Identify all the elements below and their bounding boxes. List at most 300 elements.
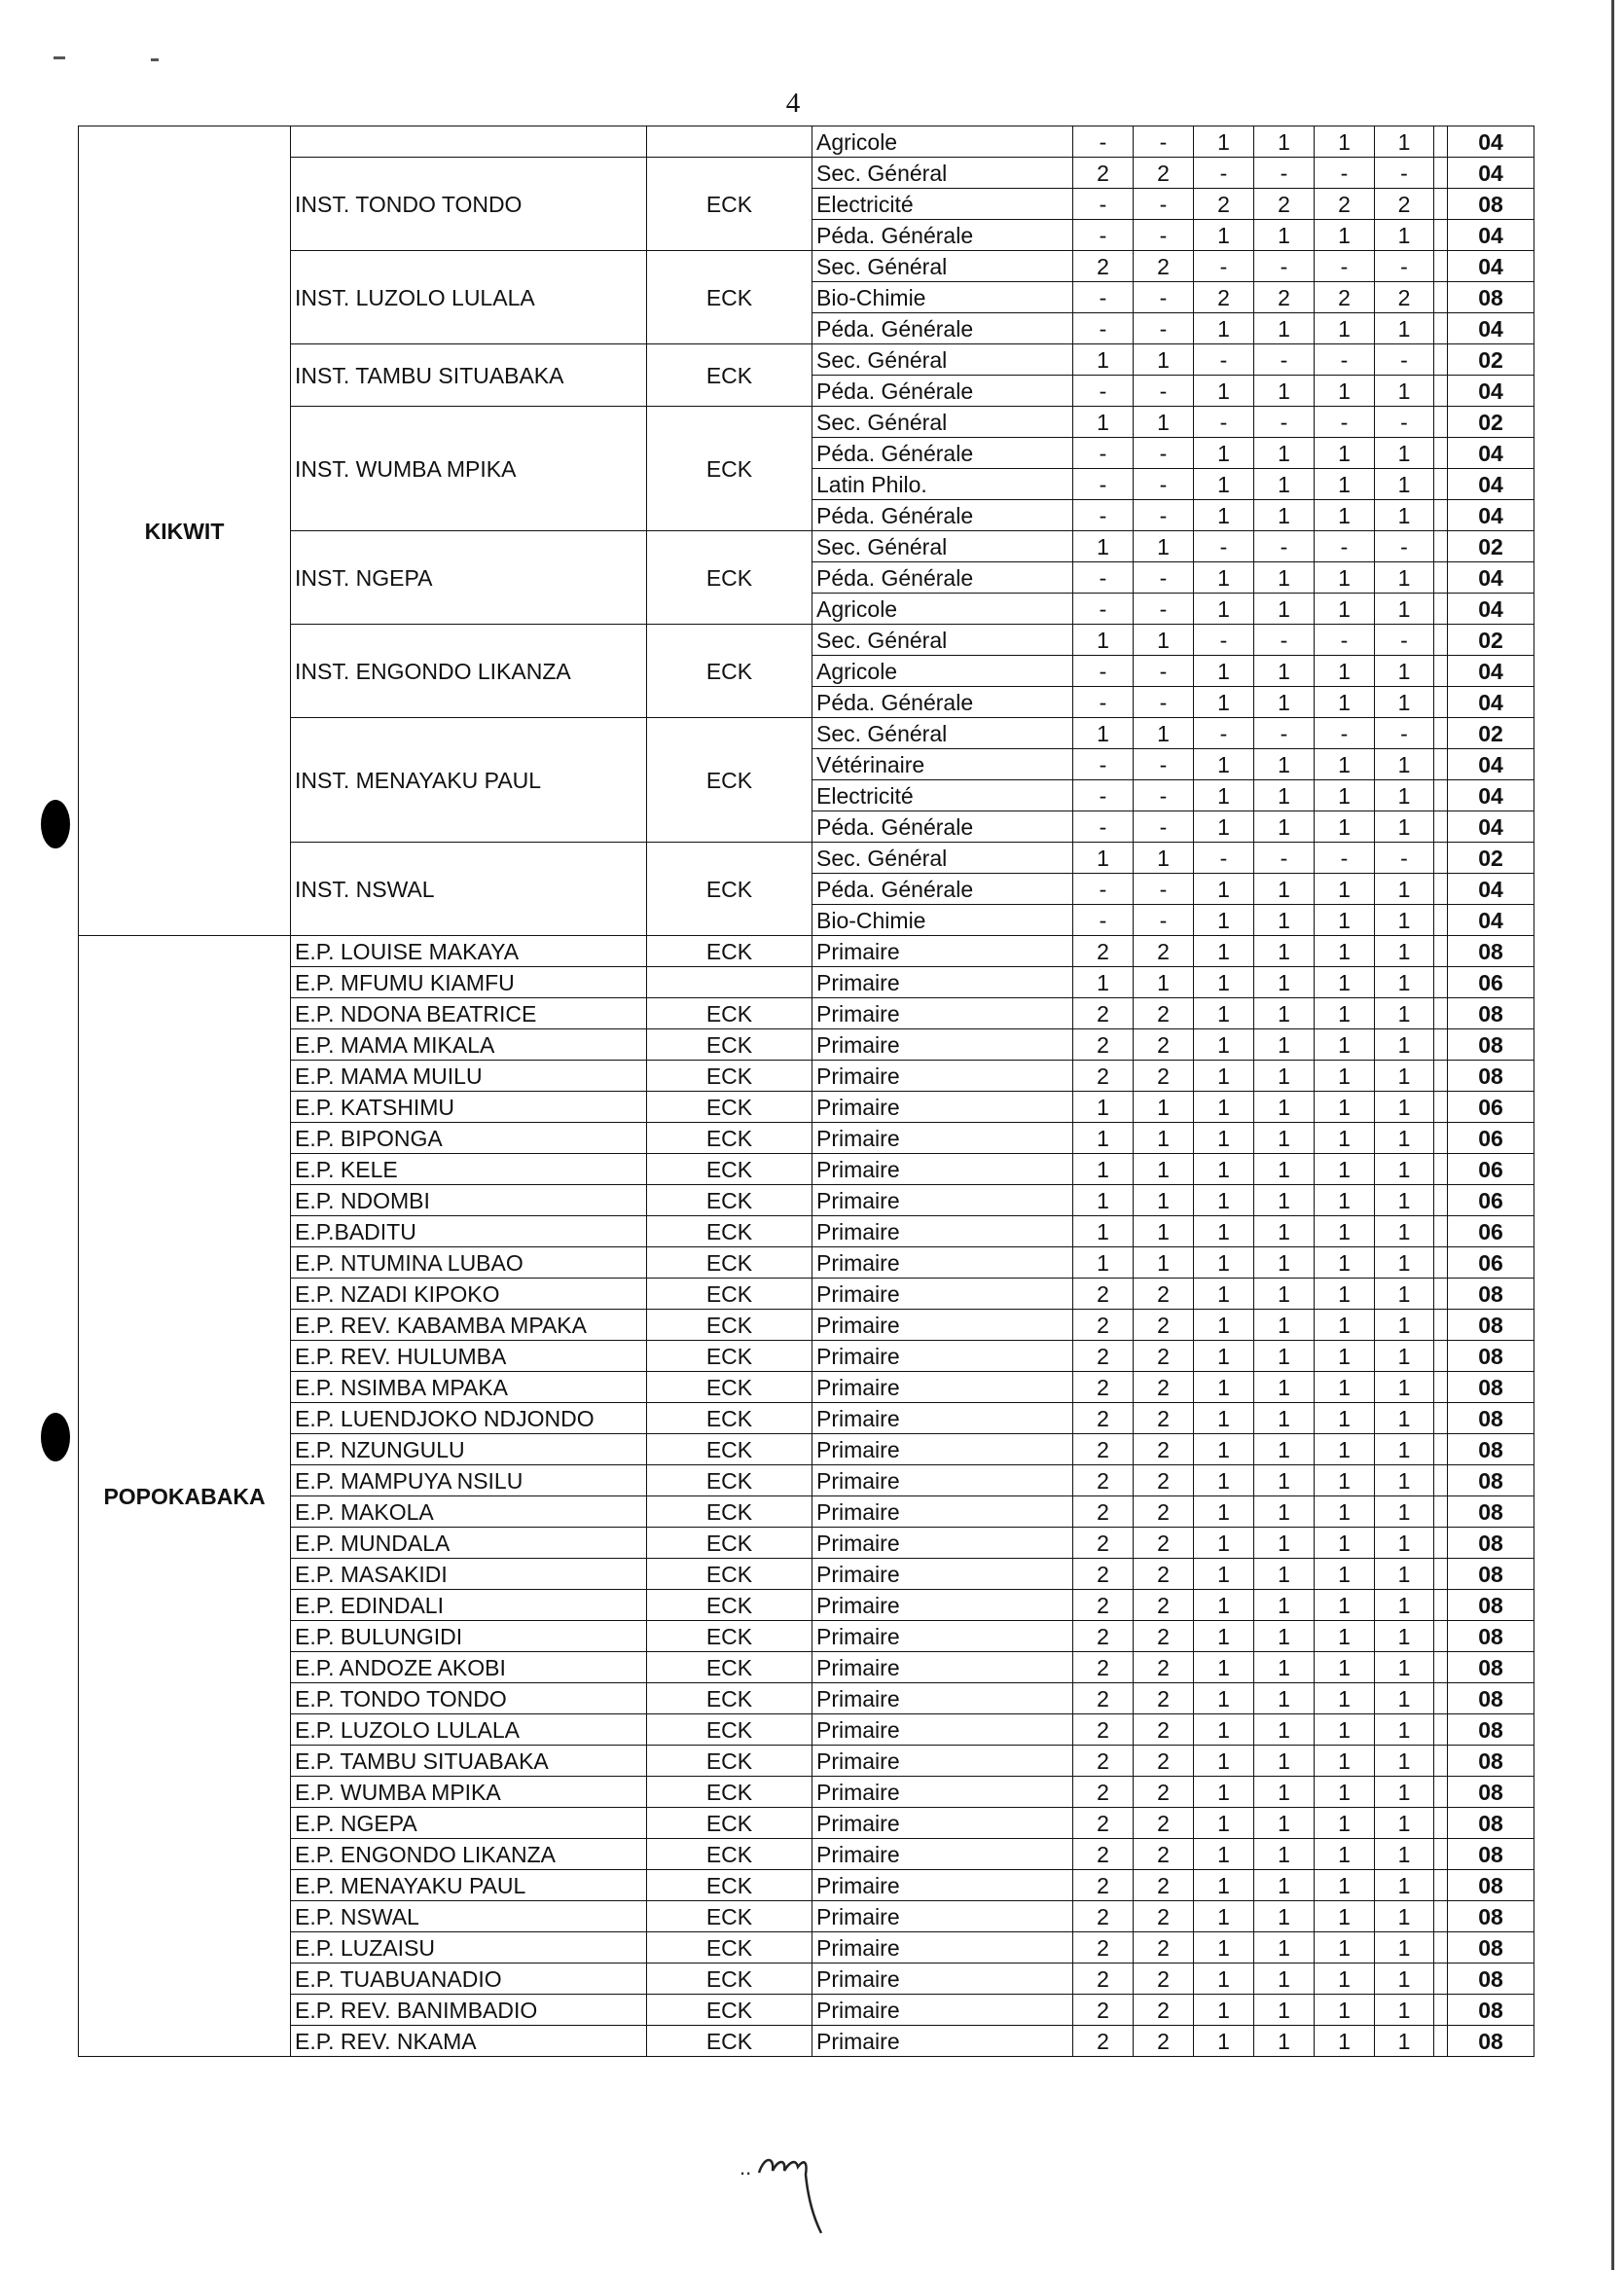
spacer-cell xyxy=(1434,1496,1448,1528)
count-cell-col4: 1 xyxy=(1254,469,1315,500)
count-cell-col5: 1 xyxy=(1315,1559,1375,1590)
count-cell-col4: 1 xyxy=(1254,1652,1315,1683)
total-cell: 08 xyxy=(1448,1403,1534,1434)
spacer-cell xyxy=(1434,376,1448,407)
count-cell-col3: 1 xyxy=(1194,905,1254,936)
regime-cell: ECK xyxy=(647,1683,812,1714)
count-cell-col5: 1 xyxy=(1315,1154,1375,1185)
count-cell-col1: 2 xyxy=(1073,1964,1134,1995)
table-row xyxy=(79,407,1534,438)
count-cell-col6: 1 xyxy=(1375,1621,1434,1652)
spacer-cell xyxy=(1434,1061,1448,1092)
count-cell-col6: 1 xyxy=(1375,1403,1434,1434)
count-cell-col2: 1 xyxy=(1134,1185,1194,1216)
count-cell-col3: 1 xyxy=(1194,220,1254,251)
table-row xyxy=(79,158,1534,189)
spacer-cell xyxy=(1434,1403,1448,1434)
table-row xyxy=(79,1559,1534,1590)
total-cell: 04 xyxy=(1448,126,1534,158)
count-cell-col2: 2 xyxy=(1134,1652,1194,1683)
count-cell-col4: 1 xyxy=(1254,1465,1315,1496)
count-cell-col1: - xyxy=(1073,874,1134,905)
table-row xyxy=(79,936,1534,967)
section-cell: Agricole xyxy=(812,656,1073,687)
count-cell-col1: - xyxy=(1073,189,1134,220)
section-cell: Primaire xyxy=(812,1777,1073,1808)
count-cell-col1: 2 xyxy=(1073,1901,1134,1932)
count-cell-col2: - xyxy=(1134,874,1194,905)
count-cell-col3: 1 xyxy=(1194,656,1254,687)
spacer-cell xyxy=(1434,1092,1448,1123)
school-name-cell: E.P. TONDO TONDO xyxy=(291,1683,647,1714)
count-cell-col6: 1 xyxy=(1375,1964,1434,1995)
count-cell-col6: 1 xyxy=(1375,1590,1434,1621)
count-cell-col3: 1 xyxy=(1194,967,1254,998)
count-cell-col6: 1 xyxy=(1375,1528,1434,1559)
count-cell-col2: 1 xyxy=(1134,625,1194,656)
count-cell-col4: 1 xyxy=(1254,1061,1315,1092)
count-cell-col4: 1 xyxy=(1254,1434,1315,1465)
count-cell-col4: 1 xyxy=(1254,1247,1315,1279)
scan-mark xyxy=(54,56,65,59)
section-cell: Primaire xyxy=(812,1403,1073,1434)
count-cell-col3: 1 xyxy=(1194,1528,1254,1559)
count-cell-col6: 1 xyxy=(1375,376,1434,407)
count-cell-col4: 1 xyxy=(1254,905,1315,936)
count-cell-col6: 1 xyxy=(1375,1185,1434,1216)
count-cell-col1: 2 xyxy=(1073,998,1134,1029)
count-cell-col5: 1 xyxy=(1315,1683,1375,1714)
spacer-cell xyxy=(1434,1964,1448,1995)
count-cell-col2: 1 xyxy=(1134,1216,1194,1247)
count-cell-col6: 1 xyxy=(1375,1247,1434,1279)
count-cell-col4: 1 xyxy=(1254,1154,1315,1185)
count-cell-col2: - xyxy=(1134,189,1194,220)
section-cell: Primaire xyxy=(812,1061,1073,1092)
total-cell: 08 xyxy=(1448,1434,1534,1465)
count-cell-col1: 2 xyxy=(1073,1403,1134,1434)
count-cell-col2: 2 xyxy=(1134,158,1194,189)
regime-cell: ECK xyxy=(647,1403,812,1434)
count-cell-col1: 2 xyxy=(1073,2026,1134,2057)
section-cell: Sec. Général xyxy=(812,344,1073,376)
count-cell-col4: 1 xyxy=(1254,2026,1315,2057)
location-cell: POPOKABAKA xyxy=(79,936,291,2057)
count-cell-col2: 1 xyxy=(1134,1092,1194,1123)
count-cell-col2: 2 xyxy=(1134,998,1194,1029)
count-cell-col6: 1 xyxy=(1375,562,1434,594)
spacer-cell xyxy=(1434,1216,1448,1247)
count-cell-col3: 1 xyxy=(1194,1496,1254,1528)
count-cell-col1: - xyxy=(1073,376,1134,407)
regime-cell: ECK xyxy=(647,1029,812,1061)
count-cell-col3: 1 xyxy=(1194,313,1254,344)
table-row xyxy=(79,1621,1534,1652)
count-cell-col6: - xyxy=(1375,718,1434,749)
school-name-cell: E.P. REV. HULUMBA xyxy=(291,1341,647,1372)
spacer-cell xyxy=(1434,1621,1448,1652)
count-cell-col6: 1 xyxy=(1375,500,1434,531)
count-cell-col3: 1 xyxy=(1194,1995,1254,2026)
count-cell-col2: 2 xyxy=(1134,1029,1194,1061)
table-row xyxy=(79,1652,1534,1683)
count-cell-col3: 1 xyxy=(1194,1029,1254,1061)
count-cell-col6: 2 xyxy=(1375,189,1434,220)
count-cell-col6: 1 xyxy=(1375,1995,1434,2026)
right-border-line xyxy=(1611,0,1614,2270)
count-cell-col4: 1 xyxy=(1254,500,1315,531)
school-name-cell: INST. NGEPA xyxy=(291,531,647,625)
spacer-cell xyxy=(1434,1839,1448,1870)
count-cell-col3: 1 xyxy=(1194,1061,1254,1092)
school-name-cell: E.P. NTUMINA LUBAO xyxy=(291,1247,647,1279)
count-cell-col2: 2 xyxy=(1134,1901,1194,1932)
total-cell: 04 xyxy=(1448,438,1534,469)
table-row xyxy=(79,1465,1534,1496)
spacer-cell xyxy=(1434,1808,1448,1839)
svg-text:..: .. xyxy=(740,2155,752,2180)
count-cell-col3: 1 xyxy=(1194,1683,1254,1714)
regime-cell: ECK xyxy=(647,1185,812,1216)
regime-cell: ECK xyxy=(647,1528,812,1559)
regime-cell: ECK xyxy=(647,1372,812,1403)
section-cell: Primaire xyxy=(812,1279,1073,1310)
total-cell: 06 xyxy=(1448,1123,1534,1154)
count-cell-col3: 1 xyxy=(1194,1808,1254,1839)
count-cell-col4: 1 xyxy=(1254,1029,1315,1061)
spacer-cell xyxy=(1434,1932,1448,1964)
count-cell-col4: 1 xyxy=(1254,1683,1315,1714)
count-cell-col5: 1 xyxy=(1315,1528,1375,1559)
total-cell: 08 xyxy=(1448,1621,1534,1652)
count-cell-col1: 2 xyxy=(1073,1995,1134,2026)
table-row xyxy=(79,1683,1534,1714)
spacer-cell xyxy=(1434,1310,1448,1341)
school-name-cell: E.P. EDINDALI xyxy=(291,1590,647,1621)
regime-cell xyxy=(647,126,812,158)
spacer-cell xyxy=(1434,2026,1448,2057)
count-cell-col5: 1 xyxy=(1315,500,1375,531)
count-cell-col5: 1 xyxy=(1315,967,1375,998)
section-cell: Sec. Général xyxy=(812,718,1073,749)
total-cell: 08 xyxy=(1448,1746,1534,1777)
school-name-cell: E.P. LUENDJOKO NDJONDO xyxy=(291,1403,647,1434)
total-cell: 08 xyxy=(1448,1964,1534,1995)
count-cell-col3: - xyxy=(1194,407,1254,438)
total-cell: 08 xyxy=(1448,1714,1534,1746)
count-cell-col6: 1 xyxy=(1375,1279,1434,1310)
regime-cell: ECK xyxy=(647,1964,812,1995)
count-cell-col2: 1 xyxy=(1134,1154,1194,1185)
count-cell-col1: 2 xyxy=(1073,1652,1134,1683)
count-cell-col3: 1 xyxy=(1194,1310,1254,1341)
count-cell-col1: 2 xyxy=(1073,1714,1134,1746)
count-cell-col6: - xyxy=(1375,344,1434,376)
count-cell-col2: 2 xyxy=(1134,1279,1194,1310)
spacer-cell xyxy=(1434,749,1448,780)
count-cell-col2: 2 xyxy=(1134,1528,1194,1559)
section-cell: Primaire xyxy=(812,1465,1073,1496)
count-cell-col1: - xyxy=(1073,126,1134,158)
spacer-cell xyxy=(1434,967,1448,998)
count-cell-col2: 2 xyxy=(1134,1714,1194,1746)
count-cell-col1: - xyxy=(1073,313,1134,344)
section-cell: Primaire xyxy=(812,936,1073,967)
scan-mark xyxy=(151,58,159,61)
total-cell: 08 xyxy=(1448,282,1534,313)
regime-cell: ECK xyxy=(647,1247,812,1279)
spacer-cell xyxy=(1434,562,1448,594)
spacer-cell xyxy=(1434,1247,1448,1279)
count-cell-col6: 1 xyxy=(1375,1154,1434,1185)
count-cell-col6: 1 xyxy=(1375,1808,1434,1839)
table-row xyxy=(79,344,1534,376)
count-cell-col6: 2 xyxy=(1375,282,1434,313)
count-cell-col2: 1 xyxy=(1134,1123,1194,1154)
total-cell: 04 xyxy=(1448,376,1534,407)
total-cell: 08 xyxy=(1448,1683,1534,1714)
total-cell: 08 xyxy=(1448,1808,1534,1839)
count-cell-col3: 1 xyxy=(1194,1465,1254,1496)
count-cell-col6: 1 xyxy=(1375,1465,1434,1496)
count-cell-col3: 1 xyxy=(1194,1434,1254,1465)
spacer-cell xyxy=(1434,158,1448,189)
count-cell-col3: 1 xyxy=(1194,438,1254,469)
count-cell-col4: - xyxy=(1254,407,1315,438)
count-cell-col3: 1 xyxy=(1194,126,1254,158)
section-cell: Agricole xyxy=(812,594,1073,625)
count-cell-col1: 2 xyxy=(1073,1496,1134,1528)
spacer-cell xyxy=(1434,1029,1448,1061)
count-cell-col3: - xyxy=(1194,158,1254,189)
count-cell-col1: 1 xyxy=(1073,344,1134,376)
total-cell: 08 xyxy=(1448,1029,1534,1061)
count-cell-col1: 1 xyxy=(1073,625,1134,656)
count-cell-col1: 2 xyxy=(1073,1061,1134,1092)
section-cell: Primaire xyxy=(812,998,1073,1029)
table-row xyxy=(79,531,1534,562)
section-cell: Péda. Générale xyxy=(812,313,1073,344)
spacer-cell xyxy=(1434,282,1448,313)
total-cell: 04 xyxy=(1448,500,1534,531)
count-cell-col4: 1 xyxy=(1254,1808,1315,1839)
count-cell-col2: 2 xyxy=(1134,1995,1194,2026)
count-cell-col1: 2 xyxy=(1073,1528,1134,1559)
total-cell: 02 xyxy=(1448,531,1534,562)
count-cell-col1: 2 xyxy=(1073,1590,1134,1621)
spacer-cell xyxy=(1434,1528,1448,1559)
count-cell-col3: - xyxy=(1194,531,1254,562)
count-cell-col3: 1 xyxy=(1194,376,1254,407)
count-cell-col1: 2 xyxy=(1073,1839,1134,1870)
count-cell-col6: 1 xyxy=(1375,469,1434,500)
count-cell-col2: - xyxy=(1134,811,1194,843)
section-cell: Péda. Générale xyxy=(812,874,1073,905)
regime-cell: ECK xyxy=(647,407,812,531)
count-cell-col2: - xyxy=(1134,313,1194,344)
count-cell-col5: 1 xyxy=(1315,1247,1375,1279)
section-cell: Péda. Générale xyxy=(812,438,1073,469)
regime-cell: ECK xyxy=(647,1496,812,1528)
count-cell-col2: 1 xyxy=(1134,344,1194,376)
regime-cell: ECK xyxy=(647,1559,812,1590)
count-cell-col3: - xyxy=(1194,251,1254,282)
count-cell-col6: 1 xyxy=(1375,780,1434,811)
count-cell-col2: 2 xyxy=(1134,251,1194,282)
count-cell-col2: - xyxy=(1134,126,1194,158)
count-cell-col5: 1 xyxy=(1315,1123,1375,1154)
count-cell-col1: - xyxy=(1073,749,1134,780)
count-cell-col4: 2 xyxy=(1254,282,1315,313)
section-cell: Vétérinaire xyxy=(812,749,1073,780)
section-cell: Primaire xyxy=(812,1185,1073,1216)
count-cell-col1: 2 xyxy=(1073,158,1134,189)
count-cell-col3: 1 xyxy=(1194,500,1254,531)
count-cell-col5: 1 xyxy=(1315,2026,1375,2057)
spacer-cell xyxy=(1434,1185,1448,1216)
count-cell-col3: 1 xyxy=(1194,998,1254,1029)
count-cell-col5: 1 xyxy=(1315,1403,1375,1434)
total-cell: 02 xyxy=(1448,718,1534,749)
total-cell: 08 xyxy=(1448,1496,1534,1528)
count-cell-col3: 1 xyxy=(1194,1403,1254,1434)
count-cell-col3: 1 xyxy=(1194,1652,1254,1683)
count-cell-col1: 1 xyxy=(1073,1216,1134,1247)
count-cell-col3: 1 xyxy=(1194,1279,1254,1310)
count-cell-col6: 1 xyxy=(1375,749,1434,780)
count-cell-col4: 1 xyxy=(1254,1932,1315,1964)
table-row xyxy=(79,718,1534,749)
table-row xyxy=(79,1528,1534,1559)
regime-cell: ECK xyxy=(647,1216,812,1247)
regime-cell: ECK xyxy=(647,1714,812,1746)
school-name-cell: E.P. NDOMBI xyxy=(291,1185,647,1216)
count-cell-col6: 1 xyxy=(1375,687,1434,718)
count-cell-col3: 2 xyxy=(1194,282,1254,313)
section-cell: Sec. Général xyxy=(812,407,1073,438)
section-cell: Primaire xyxy=(812,1092,1073,1123)
count-cell-col4: 1 xyxy=(1254,1185,1315,1216)
count-cell-col1: 2 xyxy=(1073,936,1134,967)
regime-cell: ECK xyxy=(647,251,812,344)
count-cell-col1: - xyxy=(1073,594,1134,625)
section-cell: Latin Philo. xyxy=(812,469,1073,500)
count-cell-col3: 1 xyxy=(1194,936,1254,967)
table-row xyxy=(79,1839,1534,1870)
section-cell: Primaire xyxy=(812,1652,1073,1683)
total-cell: 08 xyxy=(1448,936,1534,967)
count-cell-col6: 1 xyxy=(1375,1216,1434,1247)
section-cell: Péda. Générale xyxy=(812,376,1073,407)
count-cell-col6: 1 xyxy=(1375,438,1434,469)
regime-cell: ECK xyxy=(647,1839,812,1870)
table-row xyxy=(79,1247,1534,1279)
count-cell-col6: - xyxy=(1375,251,1434,282)
regime-cell: ECK xyxy=(647,1777,812,1808)
count-cell-col4: 1 xyxy=(1254,811,1315,843)
count-cell-col5: 1 xyxy=(1315,1714,1375,1746)
total-cell: 04 xyxy=(1448,220,1534,251)
section-cell: Primaire xyxy=(812,1310,1073,1341)
count-cell-col1: 1 xyxy=(1073,1154,1134,1185)
count-cell-col4: 1 xyxy=(1254,874,1315,905)
school-name-cell: E.P. WUMBA MPIKA xyxy=(291,1777,647,1808)
count-cell-col2: 2 xyxy=(1134,2026,1194,2057)
section-cell: Primaire xyxy=(812,1683,1073,1714)
total-cell: 06 xyxy=(1448,1247,1534,1279)
table-row xyxy=(79,1746,1534,1777)
school-name-cell: E.P. REV. NKAMA xyxy=(291,2026,647,2057)
count-cell-col6: - xyxy=(1375,625,1434,656)
table-row xyxy=(79,1808,1534,1839)
count-cell-col4: 1 xyxy=(1254,936,1315,967)
count-cell-col3: 1 xyxy=(1194,1559,1254,1590)
section-cell: Primaire xyxy=(812,1621,1073,1652)
school-name-cell: E.P. KELE xyxy=(291,1154,647,1185)
count-cell-col5: 1 xyxy=(1315,687,1375,718)
count-cell-col1: 2 xyxy=(1073,1372,1134,1403)
count-cell-col4: 1 xyxy=(1254,1870,1315,1901)
regime-cell: ECK xyxy=(647,1279,812,1310)
count-cell-col4: - xyxy=(1254,158,1315,189)
total-cell: 08 xyxy=(1448,998,1534,1029)
spacer-cell xyxy=(1434,251,1448,282)
table-row xyxy=(79,251,1534,282)
school-name-cell: E.P. ANDOZE AKOBI xyxy=(291,1652,647,1683)
table-row xyxy=(79,1590,1534,1621)
count-cell-col5: 1 xyxy=(1315,905,1375,936)
section-cell: Electricité xyxy=(812,189,1073,220)
table-row xyxy=(79,1061,1534,1092)
count-cell-col6: - xyxy=(1375,843,1434,874)
count-cell-col6: - xyxy=(1375,531,1434,562)
section-cell: Péda. Générale xyxy=(812,220,1073,251)
count-cell-col5: 1 xyxy=(1315,998,1375,1029)
total-cell: 06 xyxy=(1448,1216,1534,1247)
section-cell: Péda. Générale xyxy=(812,562,1073,594)
count-cell-col2: - xyxy=(1134,376,1194,407)
count-cell-col4: - xyxy=(1254,531,1315,562)
school-name-cell: E.P. REV. KABAMBA MPAKA xyxy=(291,1310,647,1341)
count-cell-col4: 1 xyxy=(1254,1403,1315,1434)
spacer-cell xyxy=(1434,625,1448,656)
count-cell-col2: 2 xyxy=(1134,1372,1194,1403)
section-cell: Primaire xyxy=(812,1964,1073,1995)
count-cell-col3: 1 xyxy=(1194,1777,1254,1808)
count-cell-col5: 1 xyxy=(1315,1061,1375,1092)
total-cell: 08 xyxy=(1448,1839,1534,1870)
spacer-cell xyxy=(1434,1154,1448,1185)
table-row xyxy=(79,1434,1534,1465)
count-cell-col4: 1 xyxy=(1254,1995,1315,2026)
count-cell-col6: 1 xyxy=(1375,1870,1434,1901)
regime-cell: ECK xyxy=(647,344,812,407)
section-cell: Primaire xyxy=(812,1839,1073,1870)
count-cell-col1: 1 xyxy=(1073,531,1134,562)
school-name-cell: E.P. TAMBU SITUABAKA xyxy=(291,1746,647,1777)
count-cell-col5: 1 xyxy=(1315,438,1375,469)
count-cell-col6: - xyxy=(1375,407,1434,438)
regime-cell: ECK xyxy=(647,1652,812,1683)
count-cell-col2: - xyxy=(1134,905,1194,936)
count-cell-col2: 1 xyxy=(1134,967,1194,998)
count-cell-col1: 1 xyxy=(1073,407,1134,438)
count-cell-col1: 1 xyxy=(1073,967,1134,998)
count-cell-col2: - xyxy=(1134,594,1194,625)
count-cell-col4: 1 xyxy=(1254,967,1315,998)
count-cell-col2: 2 xyxy=(1134,1870,1194,1901)
school-name-cell: INST. LUZOLO LULALA xyxy=(291,251,647,344)
